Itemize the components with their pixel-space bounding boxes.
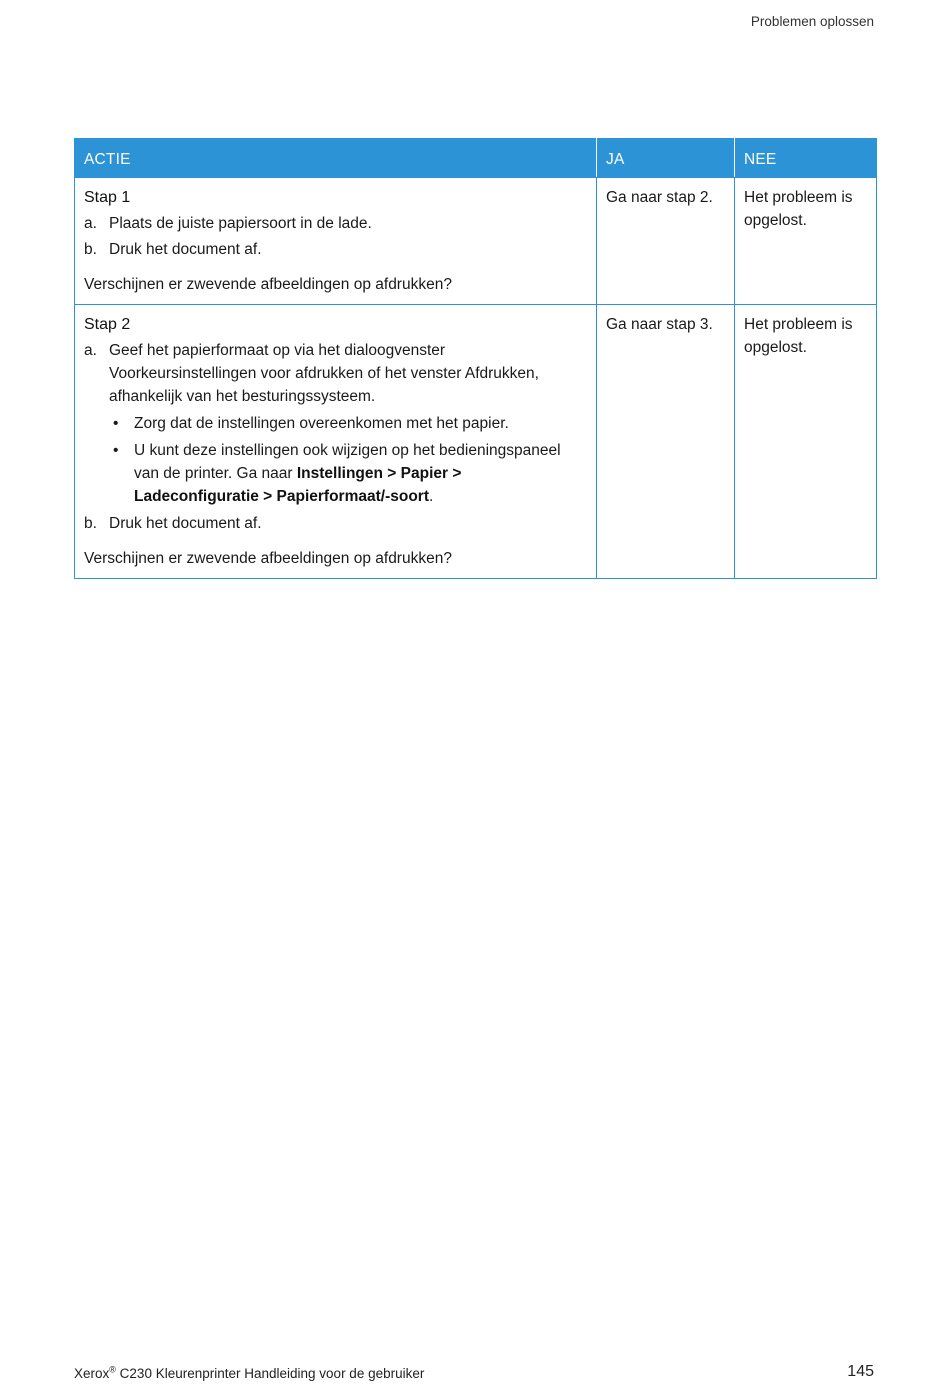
menu-path: Instellingen > Papier > Ladeconfiguratie > Papierformaat/-soort — [134, 465, 462, 505]
bullet-item — [109, 412, 588, 435]
list-item-text: Druk het document af. — [109, 241, 262, 258]
running-header: Problemen oplossen — [750, 14, 874, 29]
list-item — [84, 512, 588, 535]
yes-cell: Ga naar stap 2. — [597, 178, 735, 305]
list-marker: b. — [84, 241, 97, 258]
header-no: NEE — [735, 139, 877, 178]
page-number: 145 — [847, 1363, 874, 1380]
header-yes: JA — [597, 139, 735, 178]
list-marker: b. — [84, 515, 97, 532]
step-title: Stap 1 — [84, 189, 131, 206]
yes-cell: Ga naar stap 3. — [597, 305, 735, 579]
step-title: Stap 2 — [84, 316, 131, 333]
list-item — [84, 238, 588, 261]
step-question: Verschijnen er zwevende afbeeldingen op afdrukken? — [84, 276, 452, 293]
step-list — [84, 339, 588, 535]
bullet-text-end: . — [429, 488, 434, 505]
troubleshooting-table — [74, 138, 877, 579]
list-item — [84, 212, 588, 235]
step-question: Verschijnen er zwevende afbeeldingen op afdrukken? — [84, 550, 452, 567]
running-footer — [74, 1366, 424, 1381]
header-action: ACTIE — [75, 139, 597, 178]
bullet-icon: • — [113, 442, 119, 459]
bullet-text: U kunt deze instellingen ook wijzigen op het bedieningspaneel van de printer. Ga naar — [134, 442, 561, 482]
table-row-step-2 — [75, 305, 877, 579]
table-header-row — [75, 139, 877, 178]
list-item-text: Plaats de juiste papiersoort in de lade. — [109, 215, 372, 232]
no-cell: Het probleem is opgelost. — [735, 178, 877, 305]
no-cell: Het probleem is opgelost. — [735, 305, 877, 579]
bullet-item — [109, 439, 588, 508]
action-cell — [75, 178, 597, 305]
list-marker: a. — [84, 215, 97, 232]
list-item — [84, 339, 588, 508]
bullet-list — [109, 412, 588, 508]
action-cell — [75, 305, 597, 579]
list-item-text: Geef het papierformaat op via het dialoogvenster Voorkeursinstellingen voor afdrukken of het venster Afdrukken, afhankelijk van het besturingssysteem. — [109, 342, 539, 405]
bullet-text: Zorg dat de instellingen overeenkomen met het papier. — [134, 415, 509, 432]
footer-brand: Xerox — [74, 1366, 110, 1381]
step-list — [84, 212, 588, 261]
bullet-icon: • — [113, 415, 119, 432]
list-marker: a. — [84, 342, 97, 359]
footer-title: C230 Kleurenprinter Handleiding voor de gebruiker — [115, 1366, 425, 1381]
list-item-text: Druk het document af. — [109, 515, 262, 532]
registered-mark: ® — [109, 1364, 116, 1375]
table-row-step-1 — [75, 178, 877, 305]
